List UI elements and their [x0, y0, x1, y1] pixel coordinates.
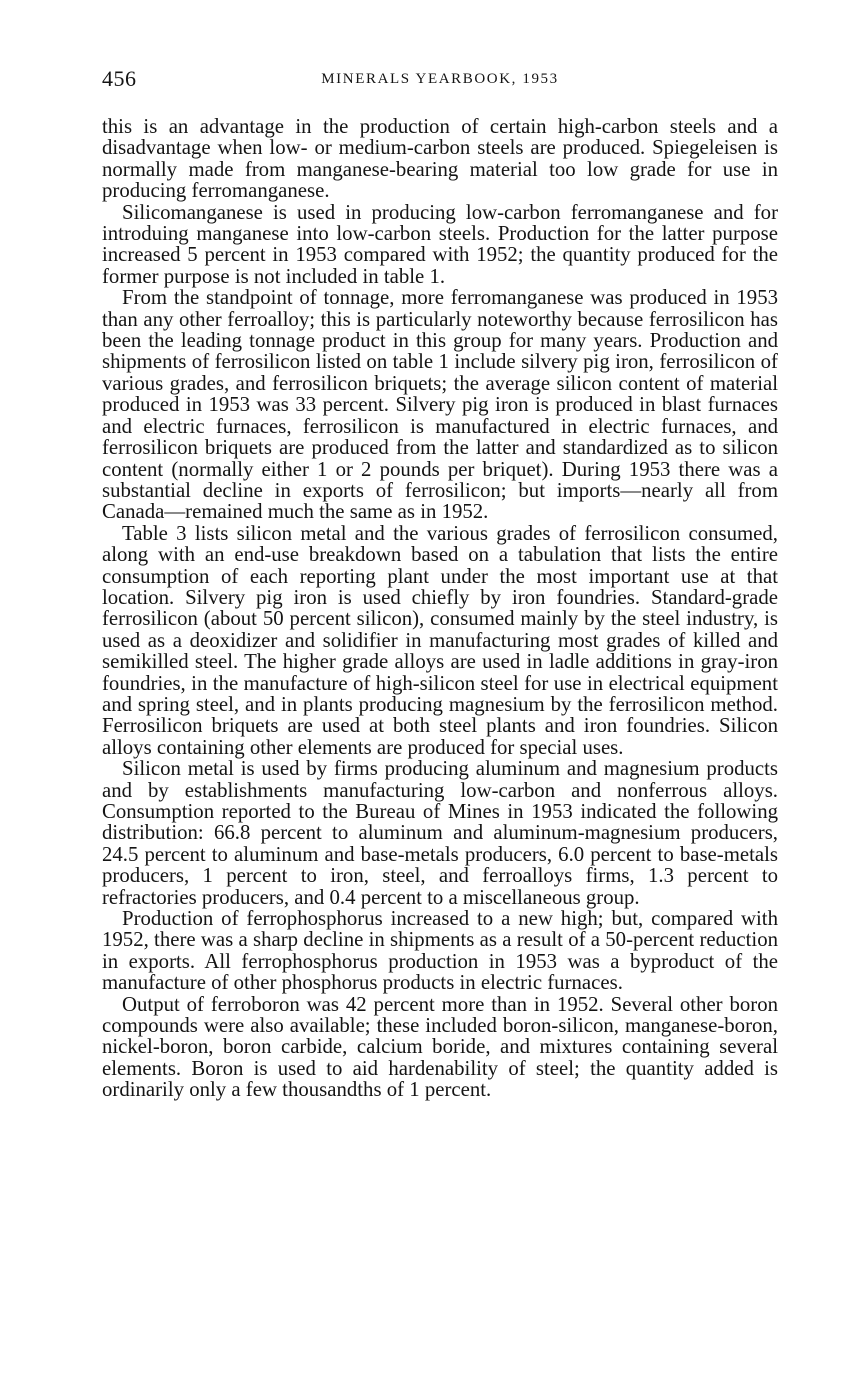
paragraph-silicon-metal: Silicon metal is used by firms producing aluminum and magnesium products and by establishments manufacturing low-carbon and nonferrous alloys. Consumption reported to the Bureau of Mines in 1953 indicated the following distribution: 66.8 percent to aluminum and aluminum-magnesium producers, 24.5 percent to aluminum and base-metals producers, 6.0 percent to base-metals producers, 1 percent to iron, steel, and ferroalloys firms, 1.3 percent to refractories producers, and 0.4 percent to a miscellaneous group.	[102, 757, 778, 909]
paragraph-ferrophosphorus: Production of ferrophosphorus increased to a new high; but, compared with 1952, there was a sharp decline in shipments as a result of a 50-percent reduction in exports. All ferrophosphorus production in 1953 was a byproduct of the manufacture of other phosphorus products in electric furnaces.	[102, 907, 778, 995]
publication-title: MINERALS YEARBOOK, 1953	[321, 71, 559, 87]
paragraph-ferroboron: Output of ferroboron was 42 percent more than in 1952. Several other boron compounds were also available; these included boron-silicon, manganese-boron, nickel-boron, boron carbide, calcium boride, and mixtures containing several elements. Boron is used to aid hardenability of steel; the quantity added is ordinarily only a few thousandths of 1 percent.	[102, 992, 778, 1102]
page-number: 456	[102, 66, 137, 91]
paragraph-table-3-consumption: Table 3 lists silicon metal and the various grades of ferrosilicon consumed, along with an end-use breakdown based on a tabulation that lists the entire consumption of each reporting plant under the most important use at that location. Silvery pig iron is used chiefly by iron foundries. Standard-grade ferrosilicon (about 50 percent silicon), consumed mainly by the steel industry, is used as a deoxidizer and solidifier in manufacturing most grades of killed and semikilled steel. The higher grade alloys are used in ladle additions in gray-iron foundries, in the manufacture of high-silicon steel for use in electrical equipment and spring steel, and in plants producing magnesium by the ferrosilicon method. Ferrosilicon briquets are used at both steel plants and iron foundries. Silicon alloys containing other elements are produced for special uses.	[102, 521, 778, 759]
paragraph-continuation: this is an advantage in the production of certain high-carbon steels and a disadvantage when low- or medium-carbon steels are produced. Spiegeleisen is normally made from manganese-bearing material too low grade for use in producing ferromanganese.	[102, 115, 778, 203]
paragraph-silicomanganese: Silicomanganese is used in producing low-carbon ferromanganese and for introduing manganese into low-carbon steels. Production for the latter purpose increased 5 percent in 1953 compared with 1952; the quantity produced for the former purpose is not included in table 1.	[102, 200, 778, 288]
body-text	[102, 116, 778, 1101]
paragraph-ferromanganese-tonnage: From the standpoint of tonnage, more ferromanganese was produced in 1953 than any other ferroalloy; this is particularly noteworthy because ferrosilicon has been the leading tonnage product in this group for many years. Production and shipments of ferrosilicon listed on table 1 include silvery pig iron, ferrosilicon of various grades, and ferrosilicon briquets; the average silicon content of material produced in 1953 was 33 percent. Silvery pig iron is produced in blast furnaces and electric furnaces, ferrosilicon is manufactured in electric furnaces, and ferrosilicon briquets are produced from the latter and standardized as to silicon content (normally either 1 or 2 pounds per briquet). During 1953 there was a substantial decline in exports of ferrosilicon; but imports—nearly all from Canada—remained much the same as in 1952.	[102, 286, 778, 524]
running-header	[102, 66, 778, 96]
